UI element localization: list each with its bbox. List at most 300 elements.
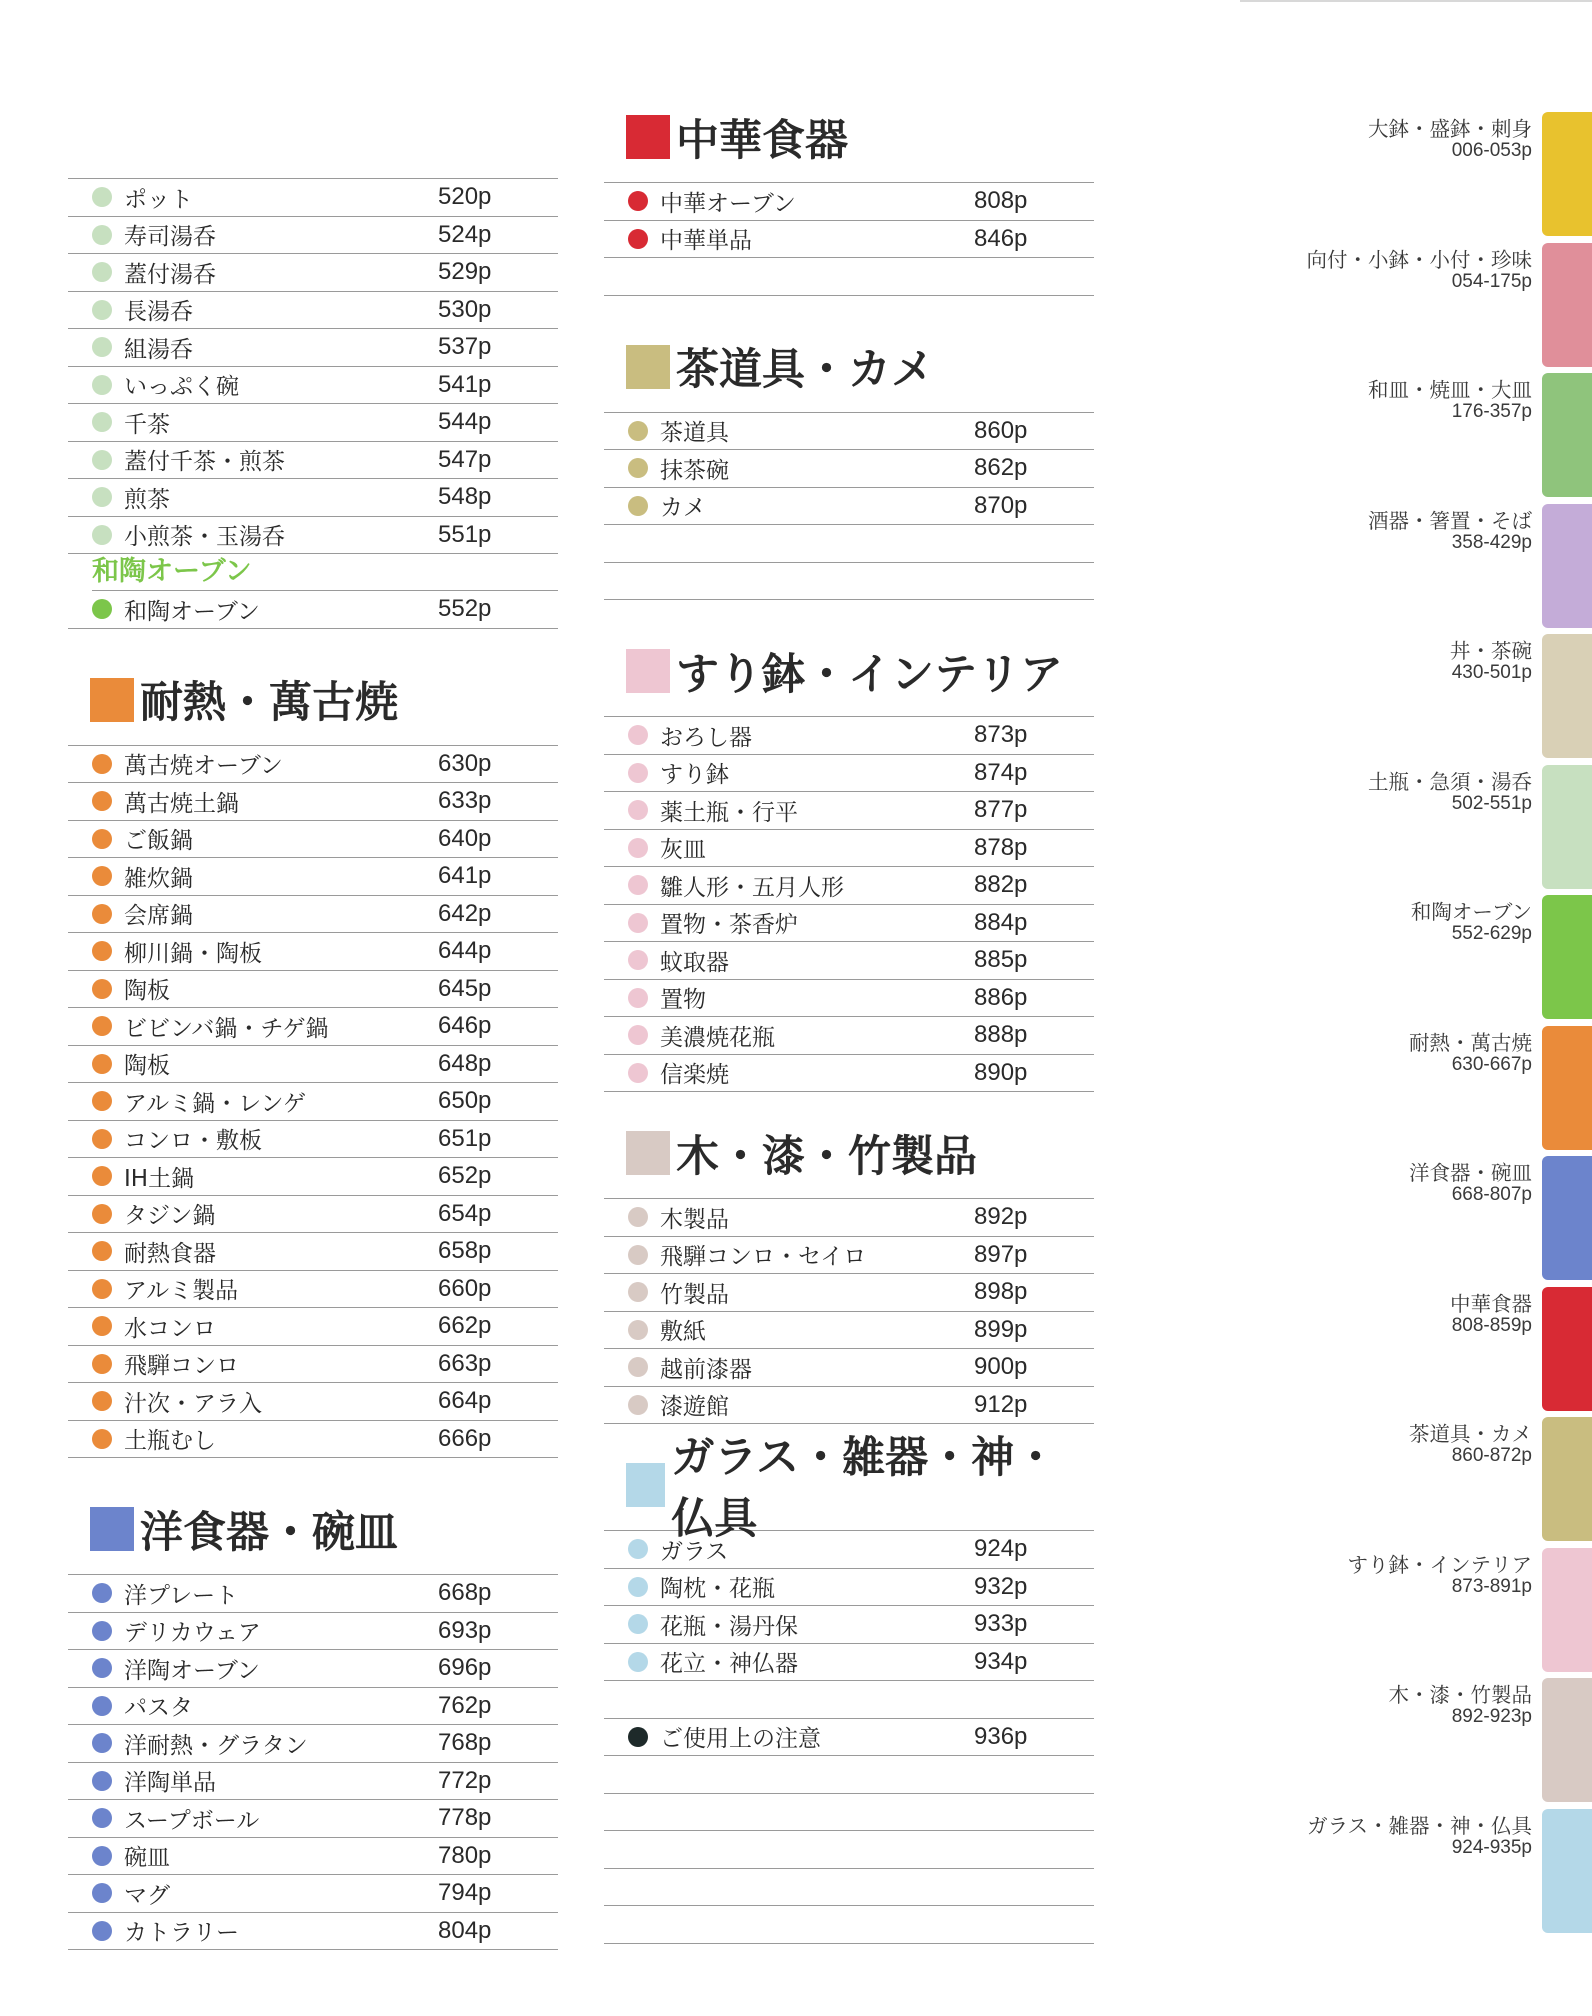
toc-row-page: 633p — [438, 787, 492, 815]
chapter-index-item[interactable] — [1286, 895, 1592, 1026]
toc-row[interactable] — [68, 821, 558, 859]
toc-row-label: ビビンバ鍋・チゲ鍋 — [124, 1015, 329, 1042]
chapter-index-item[interactable] — [1286, 243, 1592, 374]
toc-row-page: 541p — [438, 370, 492, 398]
toc-row-page: 696p — [438, 1654, 492, 1682]
toc-row-page: 693p — [438, 1616, 492, 1644]
chapter-pages: 808-859p — [1451, 1314, 1532, 1336]
bullet-dot-icon — [628, 1539, 648, 1559]
blank-row — [604, 1831, 1094, 1869]
toc-row[interactable] — [604, 1199, 1094, 1237]
toc-row-label: 汁次・アラ入 — [124, 1390, 262, 1417]
toc-row-label: ガラス — [660, 1538, 729, 1565]
toc-row-page: 862p — [974, 454, 1028, 482]
toc-row[interactable] — [68, 292, 558, 330]
toc-row-page: 660p — [438, 1274, 492, 1302]
toc-row-label: デリカウェア — [124, 1620, 261, 1647]
chapter-color-tab[interactable] — [1542, 1026, 1592, 1150]
toc-row[interactable] — [68, 1913, 558, 1951]
toc-row-label: コンロ・敷板 — [124, 1128, 262, 1155]
toc-row-label: 陶板 — [124, 978, 170, 1005]
bullet-dot-icon — [92, 941, 112, 961]
blank-row — [604, 525, 1094, 563]
toc-row[interactable] — [604, 867, 1094, 905]
bullet-dot-icon — [92, 1354, 112, 1374]
toc-row[interactable] — [68, 933, 558, 971]
toc-row[interactable] — [604, 1569, 1094, 1607]
toc-row[interactable] — [68, 1083, 558, 1121]
bullet-dot-icon — [92, 1241, 112, 1261]
toc-row-label: 柳川鍋・陶板 — [124, 940, 262, 967]
chapter-pages: 502-551p — [1451, 792, 1532, 814]
bullet-dot-icon — [628, 229, 648, 249]
toc-row-label: カトラリー — [124, 1920, 239, 1947]
toc-row-label: 蓋付千茶・煎茶 — [124, 449, 285, 476]
toc-row-label: 洋陶単品 — [124, 1770, 216, 1797]
toc-row-page: 886p — [974, 983, 1028, 1011]
toc-row-page: 529p — [438, 258, 492, 286]
toc-row-page: 641p — [438, 862, 492, 890]
toc-row[interactable] — [68, 746, 558, 784]
bullet-dot-icon — [92, 1733, 112, 1753]
toc-row[interactable] — [604, 1055, 1094, 1093]
chapter-pages: 668-807p — [1451, 1184, 1532, 1205]
toc-row-label: 茶道具 — [660, 420, 729, 447]
toc-row-page: 642p — [438, 899, 492, 927]
toc-row-page: 524p — [438, 220, 492, 248]
toc-row-page: 551p — [438, 520, 492, 548]
toc-row-label: 置物 — [660, 987, 706, 1014]
chapter-label: 耐熱・萬古焼 — [1409, 1030, 1532, 1055]
orange-square-icon — [90, 678, 134, 722]
toc-row[interactable] — [68, 1121, 558, 1159]
toc-row[interactable] — [604, 1387, 1094, 1425]
bullet-dot-icon — [92, 1054, 112, 1074]
chapter-label: 和陶オーブン — [1410, 900, 1532, 924]
bullet-dot-icon — [628, 191, 648, 211]
toc-row-label: すり鉢 — [660, 762, 729, 789]
toc-row[interactable] — [604, 1531, 1094, 1569]
toc-row-label: アルミ製品 — [124, 1278, 239, 1305]
toc-row[interactable] — [68, 1725, 558, 1763]
toc-row-page: 668p — [438, 1579, 492, 1607]
bullet-dot-icon — [628, 1727, 648, 1747]
chapter-color-tab[interactable] — [1542, 895, 1592, 1019]
heat-resistant-list — [68, 745, 558, 1459]
toc-row[interactable] — [68, 1838, 558, 1876]
toc-row[interactable] — [68, 783, 558, 821]
chapter-pages: 176-357p — [1451, 401, 1532, 422]
toc-row-page: 768p — [438, 1729, 492, 1757]
bullet-dot-icon — [92, 375, 112, 395]
chapter-pages: 006-053p — [1451, 140, 1532, 161]
toc-row-label: 中華オーブン — [660, 190, 796, 217]
toc-row[interactable] — [604, 450, 1094, 488]
bullet-dot-icon — [92, 1921, 112, 1941]
chapter-label: ガラス・雑器・神・仏具 — [1307, 1813, 1532, 1838]
red-square-icon — [626, 115, 670, 159]
toc-row-label: 蚊取器 — [660, 949, 729, 976]
chapter-color-tab[interactable] — [1542, 634, 1592, 758]
toc-row-label: アルミ鍋・レンゲ — [124, 1090, 307, 1117]
toc-row-label: 花立・神仏器 — [660, 1651, 798, 1678]
toc-row-label: 灰皿 — [660, 837, 706, 864]
toc-row-page: 884p — [974, 908, 1028, 936]
bullet-dot-icon — [628, 1025, 648, 1045]
toc-row-label: 木製品 — [660, 1206, 729, 1233]
toc-row[interactable] — [68, 1650, 558, 1688]
chapter-index-item[interactable] — [1286, 1548, 1592, 1679]
toc-row-page: 651p — [438, 1124, 492, 1152]
bullet-dot-icon — [628, 763, 648, 783]
bullet-dot-icon — [92, 1279, 112, 1299]
toc-row-page: 548p — [438, 483, 492, 511]
toc-row-page: 644p — [438, 937, 492, 965]
toc-row-label: 洋陶オーブン — [124, 1657, 260, 1684]
chapter-label: 中華食器 — [1450, 1291, 1532, 1316]
toc-row[interactable] — [604, 221, 1094, 259]
toc-row[interactable] — [604, 1237, 1094, 1275]
toc-row-page: 664p — [438, 1387, 492, 1415]
bullet-dot-icon — [92, 791, 112, 811]
chapter-color-tab[interactable] — [1542, 373, 1592, 497]
toc-row-label: 寿司湯呑 — [124, 224, 216, 251]
chapter-color-tab[interactable] — [1542, 243, 1592, 367]
bullet-dot-icon — [92, 187, 112, 207]
toc-row-label: 洋プレート — [124, 1582, 239, 1609]
toc-row[interactable] — [68, 1271, 558, 1309]
toc-row[interactable] — [68, 1008, 558, 1046]
wood-lacquer-bamboo-list — [604, 1198, 1094, 1424]
toc-row-label: 萬古焼オーブン — [124, 753, 283, 780]
toc-row[interactable] — [604, 905, 1094, 943]
bullet-dot-icon — [92, 866, 112, 886]
toc-row-label: 敷紙 — [660, 1319, 706, 1346]
toc-row[interactable] — [68, 217, 558, 255]
toc-row-page: 804p — [438, 1916, 492, 1944]
toc-row[interactable] — [68, 1046, 558, 1084]
chapter-index-item[interactable] — [1286, 1809, 1592, 1940]
toc-row-page: 662p — [438, 1312, 492, 1340]
bullet-dot-icon — [92, 1204, 112, 1224]
toc-row-page: 794p — [438, 1879, 492, 1907]
toc-row-page: 520p — [438, 183, 492, 211]
toc-row-label: 土瓶むし — [124, 1428, 216, 1455]
bullet-dot-icon — [628, 1395, 648, 1415]
toc-row[interactable] — [604, 1644, 1094, 1682]
section-heading-mortar-interior: すり鉢・インテリア — [604, 640, 1094, 702]
toc-row[interactable] — [604, 942, 1094, 980]
chapter-index-item[interactable] — [1286, 504, 1592, 635]
toc-row-label: 和陶オーブン — [124, 598, 260, 625]
bullet-dot-icon — [92, 1846, 112, 1866]
blank-row — [604, 1794, 1094, 1832]
toc-row-page: 652p — [438, 1162, 492, 1190]
toc-row[interactable] — [68, 479, 558, 517]
chapter-index-item[interactable] — [1286, 1678, 1592, 1809]
toc-row[interactable] — [68, 1688, 558, 1726]
bullet-dot-icon — [92, 1429, 112, 1449]
bullet-dot-icon — [92, 599, 112, 619]
chapter-color-tab[interactable] — [1542, 1287, 1592, 1411]
bullet-dot-icon — [92, 1808, 112, 1828]
toc-row-page: 630p — [438, 749, 492, 777]
caution-list — [604, 1719, 1094, 1944]
toc-row[interactable] — [68, 1158, 558, 1196]
bullet-dot-icon — [92, 979, 112, 999]
toc-row-page: 654p — [438, 1199, 492, 1227]
bullet-dot-icon — [628, 1063, 648, 1083]
bullet-dot-icon — [92, 754, 112, 774]
toc-row-label: いっぷく碗 — [124, 374, 239, 401]
toc-row-page: 645p — [438, 974, 492, 1002]
top-rule — [1240, 0, 1592, 2]
toc-row[interactable] — [604, 1312, 1094, 1350]
bullet-dot-icon — [628, 1245, 648, 1265]
chapter-index-item[interactable] — [1286, 112, 1592, 243]
chapter-color-tab[interactable] — [1542, 112, 1592, 236]
toc-row[interactable] — [68, 329, 558, 367]
toc-row[interactable] — [604, 413, 1094, 451]
toc-row-page: 762p — [438, 1691, 492, 1719]
bullet-dot-icon — [92, 1696, 112, 1716]
toc-row-page: 666p — [438, 1424, 492, 1452]
toc-row[interactable] — [604, 1017, 1094, 1055]
toc-row-page: 658p — [438, 1237, 492, 1265]
toc-row-page: 874p — [974, 758, 1028, 786]
toc-row[interactable] — [604, 980, 1094, 1018]
toc-row-label: ポット — [124, 186, 193, 213]
toc-row-page: 808p — [974, 187, 1028, 215]
tea-cups-list — [68, 178, 558, 554]
bullet-dot-icon — [92, 337, 112, 357]
bullet-dot-icon — [92, 412, 112, 432]
toc-row-label: 竹製品 — [660, 1281, 729, 1308]
chinese-tableware-list — [604, 182, 1094, 296]
toc-row[interactable] — [604, 830, 1094, 868]
toc-row[interactable] — [68, 1800, 558, 1838]
toc-row[interactable] — [68, 858, 558, 896]
chapter-color-tab[interactable] — [1542, 504, 1592, 628]
bullet-dot-icon — [92, 1583, 112, 1603]
toc-row-page: 900p — [974, 1353, 1028, 1381]
toc-row[interactable] — [68, 442, 558, 480]
toc-row-label: マグ — [124, 1882, 170, 1909]
toc-row-page: 892p — [974, 1203, 1028, 1231]
chapter-color-tab[interactable] — [1542, 1809, 1592, 1933]
chapter-label: 丼・茶碗 — [1450, 639, 1532, 663]
toc-row-page: 932p — [974, 1572, 1028, 1600]
toc-row[interactable] — [68, 1196, 558, 1234]
toc-row-page: 912p — [974, 1390, 1028, 1418]
toc-row[interactable] — [604, 755, 1094, 793]
toc-row-label: 碗皿 — [124, 1845, 170, 1872]
toc-row[interactable] — [604, 792, 1094, 830]
chapter-pages: 873-891p — [1451, 1575, 1532, 1597]
lightblue-square-icon — [626, 1463, 665, 1507]
bullet-dot-icon — [92, 1016, 112, 1036]
toc-row-page: 537p — [438, 333, 492, 361]
chapter-pages: 552-629p — [1451, 923, 1532, 944]
chapter-index-item[interactable] — [1286, 1417, 1592, 1548]
toc-row[interactable] — [68, 971, 558, 1009]
bullet-dot-icon — [628, 1652, 648, 1672]
toc-row-label: 萬古焼土鍋 — [124, 790, 239, 817]
toc-row-page: 640p — [438, 824, 492, 852]
bullet-dot-icon — [92, 1316, 112, 1336]
western-tableware-list — [68, 1574, 558, 1950]
bullet-dot-icon — [628, 1614, 648, 1634]
toc-row-label: 漆遊館 — [660, 1394, 729, 1421]
toc-row[interactable] — [604, 717, 1094, 755]
toc-row-page: 899p — [974, 1315, 1028, 1343]
bullet-dot-icon — [628, 800, 648, 820]
bullet-dot-icon — [628, 1577, 648, 1597]
section-heading-glass: ガラス・雑器・神・仏具 — [604, 1454, 1094, 1516]
toc-row-page: 772p — [438, 1766, 492, 1794]
toc-row[interactable] — [604, 488, 1094, 526]
toc-row-page: 888p — [974, 1021, 1028, 1049]
bullet-dot-icon — [92, 829, 112, 849]
bullet-dot-icon — [92, 1091, 112, 1111]
chapter-color-tab[interactable] — [1542, 1548, 1592, 1672]
chapter-label: 和皿・焼皿・大皿 — [1368, 378, 1532, 402]
toc-row[interactable] — [68, 1875, 558, 1913]
toc-row-label: ご使用上の注意 — [660, 1726, 821, 1753]
toc-row-page: 890p — [974, 1058, 1028, 1086]
bullet-dot-icon — [92, 1771, 112, 1791]
chapter-index-item[interactable] — [1286, 765, 1592, 896]
bullet-dot-icon — [628, 458, 648, 478]
toc-row[interactable] — [68, 254, 558, 292]
toc-row[interactable] — [68, 1233, 558, 1271]
bullet-dot-icon — [92, 450, 112, 470]
blue-square-icon — [90, 1507, 134, 1551]
chapter-index-item[interactable] — [1286, 1156, 1592, 1287]
chapter-index-item[interactable] — [1286, 634, 1592, 765]
toc-row-page: 933p — [974, 1610, 1028, 1638]
toc-row-label: 抹茶碗 — [660, 457, 729, 484]
toc-row-label: 飛騨コンロ・セイロ — [660, 1244, 867, 1271]
caution-row[interactable] — [604, 1719, 1094, 1757]
toc-row-page: 860p — [974, 416, 1028, 444]
toc-row[interactable] — [68, 896, 558, 934]
toc-row-label: 耐熱食器 — [124, 1240, 216, 1267]
toc-row-page: 778p — [438, 1804, 492, 1832]
toc-row-page: 544p — [438, 408, 492, 436]
toc-row[interactable] — [68, 1421, 558, 1459]
toc-row[interactable] — [68, 1383, 558, 1421]
bullet-dot-icon — [628, 1282, 648, 1302]
section-heading-western: 洋食器・碗皿 — [68, 1498, 558, 1560]
toc-row[interactable] — [68, 591, 558, 629]
chapter-pages: 860-872p — [1451, 1445, 1532, 1466]
chapter-index — [1286, 112, 1592, 1939]
chapter-pages: 924-935p — [1451, 1836, 1532, 1858]
toc-row-page: 924p — [974, 1535, 1028, 1563]
chapter-color-tab[interactable] — [1542, 1417, 1592, 1541]
toc-row[interactable] — [68, 1308, 558, 1346]
toc-row-label: 雛人形・五月人形 — [660, 874, 844, 901]
chapter-index-item[interactable] — [1286, 1026, 1592, 1157]
bullet-dot-icon — [92, 904, 112, 924]
toc-row-label: おろし器 — [660, 724, 752, 751]
bullet-dot-icon — [92, 1166, 112, 1186]
bullet-dot-icon — [628, 421, 648, 441]
toc-row-label: 蓋付湯呑 — [124, 261, 216, 288]
toc-row-label: 置物・茶香炉 — [660, 912, 798, 939]
toc-row-label: IH土鍋 — [124, 1165, 195, 1192]
chapter-label: 洋食器・碗皿 — [1409, 1161, 1532, 1185]
bullet-dot-icon — [628, 913, 648, 933]
toc-row-label: 組湯呑 — [124, 336, 193, 363]
chapter-pages: 054-175p — [1451, 270, 1532, 292]
toc-row-page: 846p — [974, 224, 1028, 252]
taupe-square-icon — [626, 1131, 670, 1175]
toc-column-left — [68, 178, 558, 1950]
chapter-index-item[interactable] — [1286, 373, 1592, 504]
toc-row[interactable] — [604, 183, 1094, 221]
chapter-color-tab[interactable] — [1542, 1156, 1592, 1280]
chapter-index-item[interactable] — [1286, 1287, 1592, 1418]
toc-row-page: 878p — [974, 833, 1028, 861]
pink-square-icon — [626, 649, 670, 693]
toc-row-label: 美濃焼花瓶 — [660, 1024, 775, 1051]
bullet-dot-icon — [92, 1658, 112, 1678]
toc-row[interactable] — [68, 367, 558, 405]
blank-row — [604, 258, 1094, 296]
section-heading-tea-ceremony: 茶道具・カメ — [604, 336, 1094, 398]
toc-row[interactable] — [68, 404, 558, 442]
chapter-color-tab[interactable] — [1542, 1678, 1592, 1802]
wato-oven-heading: 和陶オーブン — [92, 554, 558, 591]
blank-row — [604, 1869, 1094, 1907]
bullet-dot-icon — [92, 1391, 112, 1411]
toc-row[interactable] — [604, 1349, 1094, 1387]
toc-row-label: 雑炊鍋 — [124, 865, 193, 892]
bullet-dot-icon — [628, 1357, 648, 1377]
chapter-label: 土瓶・急須・湯呑 — [1368, 769, 1532, 794]
toc-row-page: 530p — [438, 295, 492, 323]
bullet-dot-icon — [628, 875, 648, 895]
toc-column-middle — [604, 106, 1094, 1944]
toc-row[interactable] — [68, 1763, 558, 1801]
bullet-dot-icon — [92, 1129, 112, 1149]
toc-row-page: 547p — [438, 445, 492, 473]
toc-row-page: 552p — [438, 595, 492, 623]
chapter-label: 大鉢・盛鉢・刺身 — [1368, 117, 1532, 141]
toc-row[interactable] — [604, 1606, 1094, 1644]
section-heading-heat-resistant: 耐熱・萬古焼 — [68, 669, 558, 731]
toc-row-page: 650p — [438, 1087, 492, 1115]
toc-row-label: 中華単品 — [660, 228, 752, 255]
toc-row[interactable] — [604, 1274, 1094, 1312]
toc-row[interactable] — [68, 1575, 558, 1613]
chapter-pages: 892-923p — [1451, 1706, 1532, 1727]
toc-row-label: 陶板 — [124, 1053, 170, 1080]
chapter-pages: 630-667p — [1451, 1053, 1532, 1075]
blank-row — [604, 563, 1094, 601]
chapter-color-tab[interactable] — [1542, 765, 1592, 889]
toc-row[interactable] — [68, 517, 558, 555]
toc-row-label: 飛騨コンロ — [124, 1353, 239, 1380]
toc-row[interactable] — [68, 1346, 558, 1384]
toc-row-page: 934p — [974, 1647, 1028, 1675]
toc-row-label: 陶枕・花瓶 — [660, 1576, 775, 1603]
toc-row[interactable] — [68, 179, 558, 217]
toc-row[interactable] — [68, 1613, 558, 1651]
toc-row-label: 花瓶・湯丹保 — [660, 1613, 798, 1640]
